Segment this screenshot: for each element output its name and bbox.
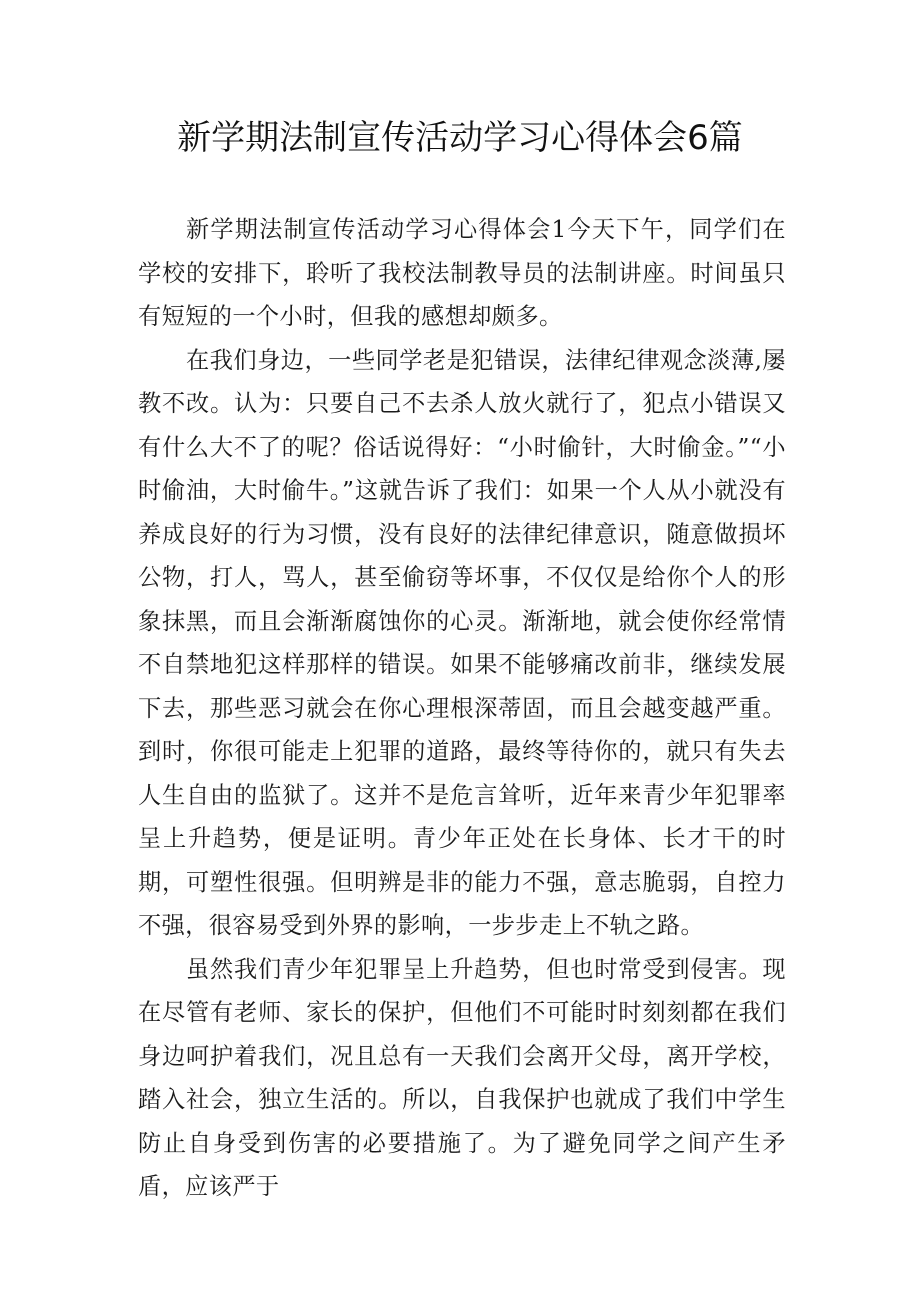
paragraph-2: 在我们身边，一些同学老是犯错误，法律纪律观念淡薄,屡教不改。认为：只要自己不去杀人放火就行了，犯点小错误又有什么大不了的呢？俗话说得好：“小时偷针，大时偷金。”“小时偷油，大时偷牛。”这就告诉了我们：如果一个人从小就没有养成良好的行为习惯，没有良好的法律纪律意识，随意做损坏公物，打人，骂人，甚至偷窃等坏事，不仅仅是给你个人的形象抹黑，而且会渐渐腐蚀你的心灵。渐渐地，就会使你经常情不自禁地犯这样那样的错误。如果不能够痛改前非，继续发展下去，那些恶习就会在你心理根深蒂固，而且会越变越严重。到时，你很可能走上犯罪的道路，最终等待你的，就只有失去人生自由的监狱了。这并不是危言耸听，近年来青少年犯罪率呈上升趋势，便是证明。青少年正处在长身体、长才干的时期，可塑性很强。但明辨是非的能力不强，意志脆弱，自控力不强，很容易受到外界的影响，一步步走上不轨之路。 xyxy=(138,346,786,939)
paragraph-1: 新学期法制宣传活动学习心得体会1今天下午，同学们在学校的安排下，聆听了我校法制教导员的法制讲座。时间虽只有短短的一个小时，但我的感想却颇多。 xyxy=(138,216,786,330)
document-title: 新学期法制宣传活动学习心得体会6篇 xyxy=(177,118,743,158)
document-body xyxy=(138,208,786,1209)
paragraph-3: 虽然我们青少年犯罪呈上升趋势，但也时常受到侵害。现在尽管有老师、家长的保护，但他们不可能时时刻刻都在我们身边呵护着我们，况且总有一天我们会离开父母，离开学校，踏入社会，独立生活的。所以，自我保护也就成了我们中学生防止自身受到伤害的必要措施了。为了避免同学之间产生矛盾，应该严于 xyxy=(138,955,786,1200)
